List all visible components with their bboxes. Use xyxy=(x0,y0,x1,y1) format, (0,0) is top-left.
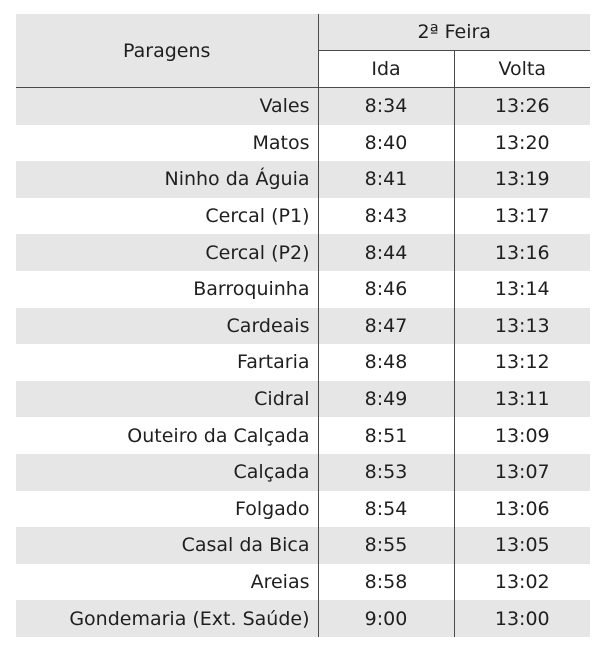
ida-time-cell: 8:34 xyxy=(318,88,454,125)
stop-name-cell: Areias xyxy=(16,564,318,601)
stops-column-header: Paragens xyxy=(16,14,318,88)
table-row xyxy=(16,125,590,162)
table-row xyxy=(16,161,590,198)
stop-name-cell: Outeiro da Calçada xyxy=(16,417,318,454)
ida-time-cell: 8:46 xyxy=(318,271,454,308)
stop-name-cell: Fartaria xyxy=(16,344,318,381)
stop-name-cell: Vales xyxy=(16,88,318,125)
table-row xyxy=(16,308,590,345)
volta-time-cell: 13:19 xyxy=(454,161,590,198)
stop-name-cell: Cercal (P1) xyxy=(16,198,318,235)
timetable-container xyxy=(16,14,590,637)
volta-time-cell: 13:07 xyxy=(454,454,590,491)
timetable-header xyxy=(16,14,590,88)
stop-name-cell: Gondemaria (Ext. Saúde) xyxy=(16,600,318,637)
stop-name-cell: Cercal (P2) xyxy=(16,234,318,271)
volta-time-cell: 13:02 xyxy=(454,564,590,601)
volta-time-cell: 13:26 xyxy=(454,88,590,125)
ida-time-cell: 8:47 xyxy=(318,308,454,345)
stop-name-cell: Folgado xyxy=(16,491,318,528)
ida-time-cell: 8:41 xyxy=(318,161,454,198)
table-row xyxy=(16,344,590,381)
ida-time-cell: 8:49 xyxy=(318,381,454,418)
volta-time-cell: 13:06 xyxy=(454,491,590,528)
stop-name-cell: Cardeais xyxy=(16,308,318,345)
timetable-body xyxy=(16,88,590,637)
day-column-header: 2ª Feira xyxy=(318,14,590,51)
table-row xyxy=(16,491,590,528)
ida-time-cell: 8:55 xyxy=(318,527,454,564)
table-row xyxy=(16,234,590,271)
ida-time-cell: 8:54 xyxy=(318,491,454,528)
table-row xyxy=(16,381,590,418)
stop-name-cell: Matos xyxy=(16,125,318,162)
ida-time-cell: 8:44 xyxy=(318,234,454,271)
ida-time-cell: 8:40 xyxy=(318,125,454,162)
stop-name-cell: Cidral xyxy=(16,381,318,418)
volta-column-header: Volta xyxy=(454,51,590,88)
stop-name-cell: Ninho da Águia xyxy=(16,161,318,198)
volta-time-cell: 13:17 xyxy=(454,198,590,235)
ida-time-cell: 9:00 xyxy=(318,600,454,637)
ida-time-cell: 8:51 xyxy=(318,417,454,454)
table-row xyxy=(16,527,590,564)
volta-time-cell: 13:05 xyxy=(454,527,590,564)
stop-name-cell: Casal da Bica xyxy=(16,527,318,564)
timetable xyxy=(16,14,590,637)
ida-time-cell: 8:53 xyxy=(318,454,454,491)
stop-name-cell: Barroquinha xyxy=(16,271,318,308)
volta-time-cell: 13:12 xyxy=(454,344,590,381)
volta-time-cell: 13:00 xyxy=(454,600,590,637)
volta-time-cell: 13:14 xyxy=(454,271,590,308)
table-row xyxy=(16,417,590,454)
ida-time-cell: 8:43 xyxy=(318,198,454,235)
table-row xyxy=(16,88,590,125)
table-row xyxy=(16,271,590,308)
table-row xyxy=(16,600,590,637)
volta-time-cell: 13:11 xyxy=(454,381,590,418)
ida-time-cell: 8:48 xyxy=(318,344,454,381)
table-row xyxy=(16,564,590,601)
table-row xyxy=(16,454,590,491)
volta-time-cell: 13:09 xyxy=(454,417,590,454)
volta-time-cell: 13:13 xyxy=(454,308,590,345)
ida-column-header: Ida xyxy=(318,51,454,88)
table-row xyxy=(16,198,590,235)
volta-time-cell: 13:16 xyxy=(454,234,590,271)
volta-time-cell: 13:20 xyxy=(454,125,590,162)
stop-name-cell: Calçada xyxy=(16,454,318,491)
ida-time-cell: 8:58 xyxy=(318,564,454,601)
